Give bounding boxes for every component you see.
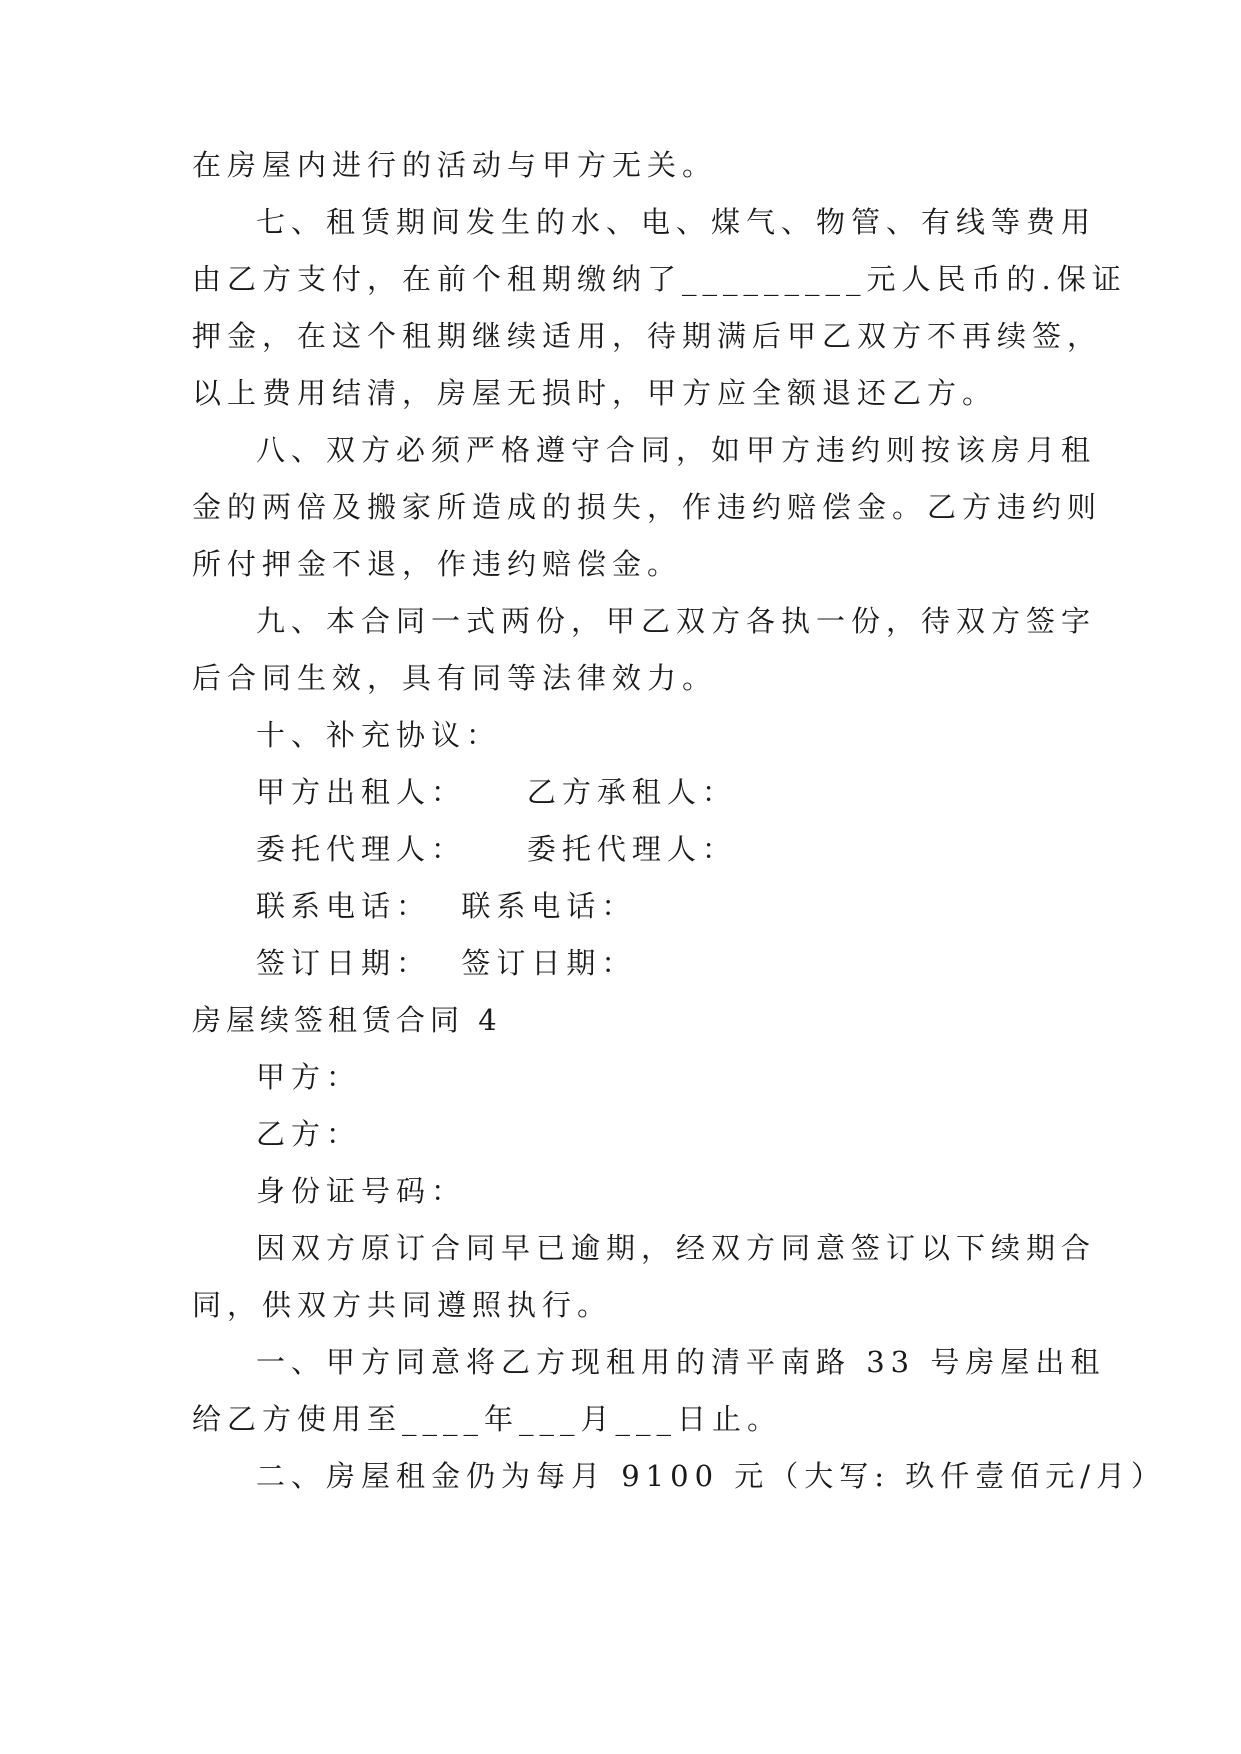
section-title: 房屋续签租赁合同 4 — [192, 1003, 502, 1037]
signature-line: 甲方出租人： 乙方承租人： — [256, 775, 737, 809]
id-number-line: 身份证号码： — [256, 1174, 467, 1208]
signature-line: 联系电话： 联系电话： — [256, 889, 637, 923]
clause-8-line: 八、双方必须严格遵守合同，如甲方违约则按该房月租 — [256, 433, 1097, 467]
signature-line: 委托代理人： 委托代理人： — [256, 832, 737, 866]
paragraph-line: 由乙方支付，在前个租期缴纳了_________元人民币的.保证 — [192, 262, 1127, 296]
paragraph-line: 后合同生效，具有同等法律效力。 — [192, 661, 718, 695]
clause-2-line: 二、房屋租金仍为每月 9100 元（大写: 玖仟壹佰元/月） — [256, 1459, 1166, 1493]
clause-9-line: 九、本合同一式两份，甲乙双方各执一份，待双方签字 — [256, 604, 1097, 638]
paragraph-line: 因双方原订合同早已逾期，经双方同意签订以下续期合 — [256, 1231, 1097, 1265]
party-b-line: 乙方： — [256, 1117, 362, 1151]
paragraph-line: 押金，在这个租期继续适用，待期满后甲乙双方不再续签， — [192, 319, 1103, 353]
paragraph-line: 给乙方使用至____年___月___日止。 — [192, 1402, 783, 1436]
paragraph-line: 所付押金不退，作违约赔偿金。 — [192, 547, 683, 581]
paragraph-line: 在房屋内进行的活动与甲方无关。 — [192, 148, 718, 182]
party-a-line: 甲方： — [256, 1060, 362, 1094]
clause-1-line: 一、甲方同意将乙方现租用的清平南路 33 号房屋出租 — [256, 1345, 1106, 1379]
paragraph-line: 同，供双方共同遵照执行。 — [192, 1288, 613, 1322]
paragraph-line: 以上费用结清，房屋无损时，甲方应全额退还乙方。 — [192, 376, 998, 410]
clause-10-line: 十、补充协议： — [256, 718, 502, 752]
clause-7-line: 七、租赁期间发生的水、电、煤气、物管、有线等费用 — [256, 205, 1097, 239]
paragraph-line: 金的两倍及搬家所造成的损失，作违约赔偿金。乙方违约则 — [192, 490, 1103, 524]
signature-line: 签订日期： 签订日期： — [256, 946, 637, 980]
